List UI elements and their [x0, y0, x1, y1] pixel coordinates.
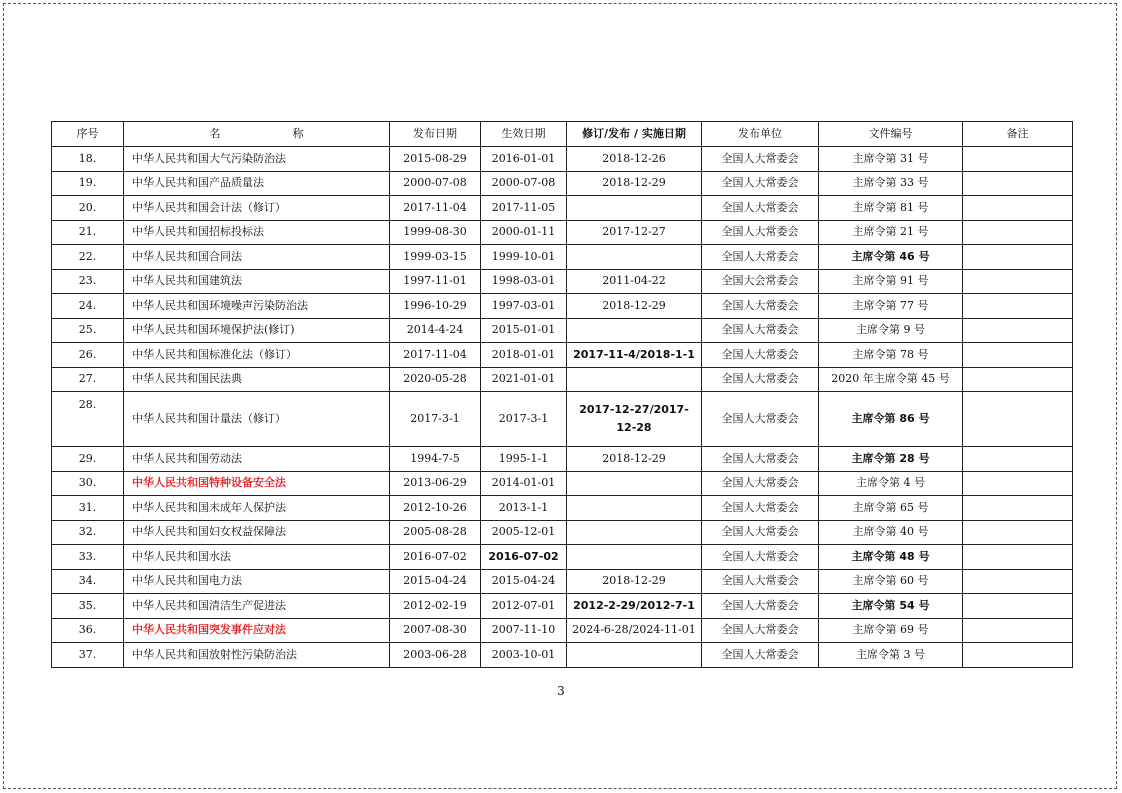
cell-name: 中华人民共和国合同法 — [124, 245, 390, 270]
cell-effective-date: 2021-01-01 — [481, 367, 567, 392]
cell-doc-number: 主席令第 78 号 — [819, 343, 963, 368]
cell-revision-date — [567, 471, 702, 496]
cell-name: 中华人民共和国水法 — [124, 545, 390, 570]
table-row — [52, 545, 1073, 570]
cell-revision-date — [567, 496, 702, 521]
cell-remarks — [963, 220, 1073, 245]
cell-seq: 29. — [52, 447, 124, 472]
cell-effective-date: 2007-11-10 — [481, 618, 567, 643]
cell-issuer: 全国人大常委会 — [702, 447, 819, 472]
cell-remarks — [963, 147, 1073, 172]
cell-seq: 33. — [52, 545, 124, 570]
cell-seq: 27. — [52, 367, 124, 392]
cell-remarks — [963, 447, 1073, 472]
cell-issuer: 全国人大常委会 — [702, 318, 819, 343]
cell-publish-date: 2017-11-04 — [390, 196, 481, 221]
cell-effective-date: 2016-07-02 — [481, 545, 567, 570]
cell-effective-date: 1995-1-1 — [481, 447, 567, 472]
cell-revision-date: 2017-12-27 — [567, 220, 702, 245]
cell-issuer: 全国人大常委会 — [702, 569, 819, 594]
cell-effective-date: 2005-12-01 — [481, 520, 567, 545]
header-name-part2: 称 — [292, 127, 304, 140]
cell-publish-date: 2000-07-08 — [390, 171, 481, 196]
cell-publish-date: 1999-03-15 — [390, 245, 481, 270]
cell-publish-date: 2020-05-28 — [390, 367, 481, 392]
cell-effective-date: 2000-01-11 — [481, 220, 567, 245]
header-seq: 序号 — [52, 122, 124, 147]
cell-issuer: 全国人大常委会 — [702, 643, 819, 668]
cell-revision-date: 2017-11-4/2018-1-1 — [567, 343, 702, 368]
cell-remarks — [963, 245, 1073, 270]
cell-effective-date: 2015-04-24 — [481, 569, 567, 594]
cell-publish-date: 1997-11-01 — [390, 269, 481, 294]
cell-remarks — [963, 196, 1073, 221]
cell-doc-number: 主席令第 91 号 — [819, 269, 963, 294]
cell-name: 中华人民共和国突发事件应对法 — [124, 618, 390, 643]
cell-doc-number: 主席令第 33 号 — [819, 171, 963, 196]
cell-issuer: 全国人大常委会 — [702, 594, 819, 619]
cell-doc-number: 主席令第 54 号 — [819, 594, 963, 619]
cell-doc-number: 主席令第 48 号 — [819, 545, 963, 570]
table-row — [52, 520, 1073, 545]
cell-remarks — [963, 643, 1073, 668]
cell-publish-date: 1994-7-5 — [390, 447, 481, 472]
regulations-table — [51, 121, 1073, 668]
cell-publish-date: 2012-02-19 — [390, 594, 481, 619]
cell-publish-date: 1999-08-30 — [390, 220, 481, 245]
cell-remarks — [963, 171, 1073, 196]
cell-seq: 20. — [52, 196, 124, 221]
cell-effective-date: 2015-01-01 — [481, 318, 567, 343]
cell-seq: 36. — [52, 618, 124, 643]
header-publish-date: 发布日期 — [390, 122, 481, 147]
cell-remarks — [963, 569, 1073, 594]
table-row — [52, 269, 1073, 294]
header-doc-number: 文件编号 — [819, 122, 963, 147]
header-row — [52, 122, 1073, 147]
cell-issuer: 全国人大常委会 — [702, 245, 819, 270]
cell-publish-date: 1996-10-29 — [390, 294, 481, 319]
cell-seq: 32. — [52, 520, 124, 545]
table-row — [52, 569, 1073, 594]
cell-revision-date — [567, 196, 702, 221]
table-row — [52, 196, 1073, 221]
cell-name: 中华人民共和国计量法（修订） — [124, 392, 390, 447]
cell-remarks — [963, 520, 1073, 545]
cell-doc-number: 主席令第 60 号 — [819, 569, 963, 594]
cell-name: 中华人民共和国环境保护法(修订) — [124, 318, 390, 343]
cell-effective-date: 2017-3-1 — [481, 392, 567, 447]
cell-name: 中华人民共和国妇女权益保障法 — [124, 520, 390, 545]
cell-seq: 24. — [52, 294, 124, 319]
cell-seq: 30. — [52, 471, 124, 496]
cell-seq: 21. — [52, 220, 124, 245]
cell-effective-date: 2013-1-1 — [481, 496, 567, 521]
cell-revision-date: 2024-6-28/2024-11-01 — [567, 618, 702, 643]
cell-issuer: 全国人大常委会 — [702, 196, 819, 221]
cell-seq: 18. — [52, 147, 124, 172]
table-row — [52, 171, 1073, 196]
cell-remarks — [963, 471, 1073, 496]
cell-issuer: 全国人大常委会 — [702, 367, 819, 392]
cell-publish-date: 2016-07-02 — [390, 545, 481, 570]
cell-publish-date: 2017-11-04 — [390, 343, 481, 368]
table-row — [52, 618, 1073, 643]
cell-name: 中华人民共和国建筑法 — [124, 269, 390, 294]
cell-name: 中华人民共和国未成年人保护法 — [124, 496, 390, 521]
cell-name: 中华人民共和国环境噪声污染防治法 — [124, 294, 390, 319]
cell-publish-date: 2015-04-24 — [390, 569, 481, 594]
table-row — [52, 392, 1073, 447]
header-effective-date: 生效日期 — [481, 122, 567, 147]
cell-name: 中华人民共和国清洁生产促进法 — [124, 594, 390, 619]
cell-doc-number: 主席令第 69 号 — [819, 618, 963, 643]
header-remarks: 备注 — [963, 122, 1073, 147]
cell-publish-date: 2007-08-30 — [390, 618, 481, 643]
cell-remarks — [963, 594, 1073, 619]
cell-issuer: 全国人大常委会 — [702, 520, 819, 545]
cell-effective-date: 2016-01-01 — [481, 147, 567, 172]
cell-remarks — [963, 392, 1073, 447]
cell-remarks — [963, 269, 1073, 294]
cell-seq: 28. — [52, 392, 124, 447]
cell-seq: 34. — [52, 569, 124, 594]
cell-issuer: 全国人大常委会 — [702, 171, 819, 196]
cell-revision-date: 2018-12-29 — [567, 569, 702, 594]
cell-publish-date: 2015-08-29 — [390, 147, 481, 172]
header-revision-date: 修订/发布 / 实施日期 — [567, 122, 702, 147]
cell-remarks — [963, 294, 1073, 319]
cell-effective-date: 2014-01-01 — [481, 471, 567, 496]
cell-doc-number: 主席令第 40 号 — [819, 520, 963, 545]
cell-seq: 37. — [52, 643, 124, 668]
cell-revision-date: 2018-12-29 — [567, 294, 702, 319]
cell-publish-date: 2013-06-29 — [390, 471, 481, 496]
cell-doc-number: 主席令第 46 号 — [819, 245, 963, 270]
cell-publish-date: 2012-10-26 — [390, 496, 481, 521]
cell-revision-date: 2018-12-26 — [567, 147, 702, 172]
cell-name: 中华人民共和国放射性污染防治法 — [124, 643, 390, 668]
cell-revision-date — [567, 545, 702, 570]
cell-doc-number: 主席令第 77 号 — [819, 294, 963, 319]
cell-effective-date: 2003-10-01 — [481, 643, 567, 668]
cell-revision-date — [567, 318, 702, 343]
cell-publish-date: 2017-3-1 — [390, 392, 481, 447]
cell-name: 中华人民共和国劳动法 — [124, 447, 390, 472]
table-row — [52, 367, 1073, 392]
table-row — [52, 471, 1073, 496]
cell-effective-date: 2017-11-05 — [481, 196, 567, 221]
header-issuer: 发布单位 — [702, 122, 819, 147]
cell-doc-number: 主席令第 86 号 — [819, 392, 963, 447]
cell-effective-date: 1999-10-01 — [481, 245, 567, 270]
cell-remarks — [963, 545, 1073, 570]
cell-seq: 35. — [52, 594, 124, 619]
cell-name: 中华人民共和国民法典 — [124, 367, 390, 392]
cell-name: 中华人民共和国产品质量法 — [124, 171, 390, 196]
cell-remarks — [963, 367, 1073, 392]
cell-publish-date: 2003-06-28 — [390, 643, 481, 668]
table-row — [52, 220, 1073, 245]
cell-revision-date — [567, 367, 702, 392]
cell-remarks — [963, 618, 1073, 643]
cell-name: 中华人民共和国大气污染防治法 — [124, 147, 390, 172]
cell-doc-number: 主席令第 21 号 — [819, 220, 963, 245]
cell-revision-date — [567, 245, 702, 270]
table-row — [52, 643, 1073, 668]
cell-effective-date: 2018-01-01 — [481, 343, 567, 368]
cell-remarks — [963, 318, 1073, 343]
table-row — [52, 496, 1073, 521]
cell-seq: 25. — [52, 318, 124, 343]
cell-seq: 22. — [52, 245, 124, 270]
cell-doc-number: 主席令第 31 号 — [819, 147, 963, 172]
cell-doc-number: 主席令第 28 号 — [819, 447, 963, 472]
cell-publish-date: 2005-08-28 — [390, 520, 481, 545]
cell-remarks — [963, 343, 1073, 368]
page-number: 3 — [557, 684, 565, 698]
cell-effective-date: 1998-03-01 — [481, 269, 567, 294]
cell-revision-date: 2018-12-29 — [567, 447, 702, 472]
cell-revision-date — [567, 520, 702, 545]
cell-seq: 31. — [52, 496, 124, 521]
table-row — [52, 318, 1073, 343]
cell-revision-date — [567, 643, 702, 668]
cell-revision-date: 2011-04-22 — [567, 269, 702, 294]
cell-issuer: 全国人大常委会 — [702, 343, 819, 368]
cell-doc-number: 主席令第 9 号 — [819, 318, 963, 343]
cell-issuer: 全国人大常委会 — [702, 471, 819, 496]
cell-issuer: 全国人大常委会 — [702, 392, 819, 447]
cell-name: 中华人民共和国会计法（修订） — [124, 196, 390, 221]
cell-issuer: 全国人大常委会 — [702, 545, 819, 570]
cell-name: 中华人民共和国特种设备安全法 — [124, 471, 390, 496]
cell-issuer: 全国大会常委会 — [702, 269, 819, 294]
cell-name: 中华人民共和国招标投标法 — [124, 220, 390, 245]
table-row — [52, 343, 1073, 368]
table-row — [52, 294, 1073, 319]
cell-seq: 23. — [52, 269, 124, 294]
cell-effective-date: 2012-07-01 — [481, 594, 567, 619]
cell-issuer: 全国人大常委会 — [702, 294, 819, 319]
cell-doc-number: 主席令第 65 号 — [819, 496, 963, 521]
cell-effective-date: 2000-07-08 — [481, 171, 567, 196]
cell-revision-date: 2017-12-27/2017-12-28 — [567, 392, 702, 447]
cell-issuer: 全国人大常委会 — [702, 496, 819, 521]
cell-doc-number: 主席令第 81 号 — [819, 196, 963, 221]
cell-revision-date: 2018-12-29 — [567, 171, 702, 196]
header-name — [124, 122, 390, 147]
table-row — [52, 447, 1073, 472]
cell-issuer: 全国人大常委会 — [702, 147, 819, 172]
cell-seq: 19. — [52, 171, 124, 196]
cell-doc-number: 主席令第 3 号 — [819, 643, 963, 668]
table-row — [52, 594, 1073, 619]
cell-doc-number: 主席令第 4 号 — [819, 471, 963, 496]
cell-remarks — [963, 496, 1073, 521]
table-row — [52, 147, 1073, 172]
cell-issuer: 全国人大常委会 — [702, 220, 819, 245]
cell-name: 中华人民共和国电力法 — [124, 569, 390, 594]
cell-name: 中华人民共和国标准化法（修订） — [124, 343, 390, 368]
table-row — [52, 245, 1073, 270]
header-name-part1: 名 — [209, 127, 221, 140]
cell-effective-date: 1997-03-01 — [481, 294, 567, 319]
cell-publish-date: 2014-4-24 — [390, 318, 481, 343]
cell-seq: 26. — [52, 343, 124, 368]
cell-doc-number: 2020 年主席令第 45 号 — [819, 367, 963, 392]
cell-revision-date: 2012-2-29/2012-7-1 — [567, 594, 702, 619]
cell-issuer: 全国人大常委会 — [702, 618, 819, 643]
